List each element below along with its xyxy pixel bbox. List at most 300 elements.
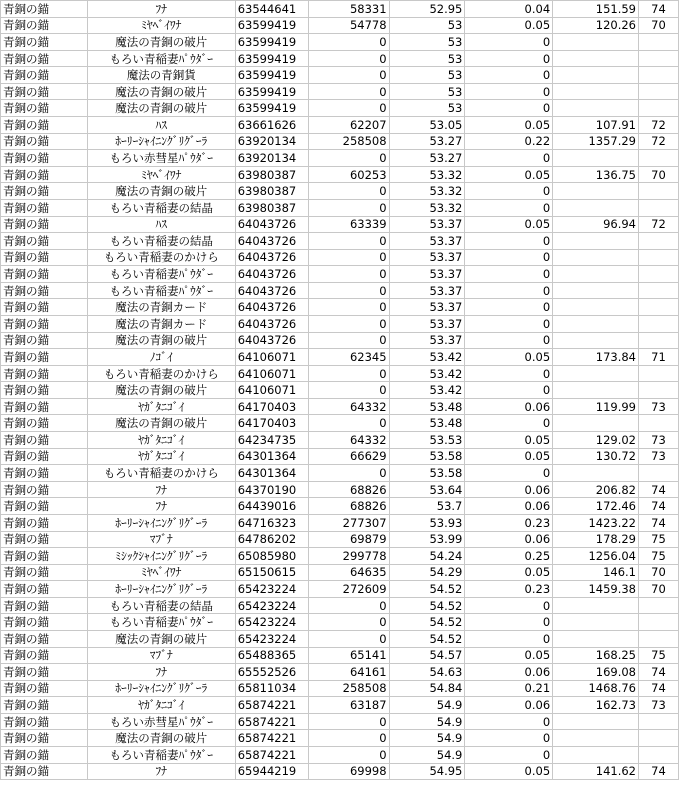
bait-cell[interactable]: 青銅の錨 [1, 34, 88, 51]
total-exp-cell[interactable]: 65874221 [235, 747, 308, 764]
size-cell[interactable]: 74 [639, 514, 679, 531]
percent-cell[interactable]: 0 [465, 249, 553, 266]
bait-cell[interactable]: 青銅の錨 [1, 233, 88, 250]
size-cell[interactable] [639, 713, 679, 730]
catch-item-cell[interactable]: もろい青稲妻ﾊﾟｳﾀﾞｰ [87, 747, 235, 764]
bait-cell[interactable]: 青銅の錨 [1, 382, 88, 399]
gain-cell[interactable]: 68826 [308, 498, 389, 515]
total-exp-cell[interactable]: 65150615 [235, 564, 308, 581]
catch-item-cell[interactable]: もろい青稲妻ﾊﾟｳﾀﾞｰ [87, 50, 235, 67]
level-cell[interactable]: 54.84 [389, 680, 465, 697]
total-exp-cell[interactable]: 63544641 [235, 1, 308, 18]
size-cell[interactable]: 73 [639, 432, 679, 449]
total-exp-cell[interactable]: 64301364 [235, 448, 308, 465]
per-hour-cell[interactable]: 130.72 [553, 448, 639, 465]
level-cell[interactable]: 54.29 [389, 564, 465, 581]
bait-cell[interactable]: 青銅の錨 [1, 183, 88, 200]
bait-cell[interactable]: 青銅の錨 [1, 1, 88, 18]
percent-cell[interactable]: 0 [465, 365, 553, 382]
bait-cell[interactable]: 青銅の錨 [1, 117, 88, 134]
per-hour-cell[interactable]: 169.08 [553, 664, 639, 681]
size-cell[interactable]: 73 [639, 448, 679, 465]
catch-item-cell[interactable]: 魔法の青銅カード [87, 299, 235, 316]
size-cell[interactable] [639, 183, 679, 200]
per-hour-cell[interactable]: 172.46 [553, 498, 639, 515]
size-cell[interactable]: 73 [639, 697, 679, 714]
level-cell[interactable]: 53.32 [389, 199, 465, 216]
per-hour-cell[interactable] [553, 315, 639, 332]
percent-cell[interactable]: 0.25 [465, 548, 553, 565]
catch-item-cell[interactable]: ﾔｶﾞﾀﾆｺﾞｲ [87, 448, 235, 465]
catch-item-cell[interactable]: 魔法の青銅の破片 [87, 382, 235, 399]
size-cell[interactable] [639, 83, 679, 100]
total-exp-cell[interactable]: 65085980 [235, 548, 308, 565]
size-cell[interactable] [639, 614, 679, 631]
catch-item-cell[interactable]: ﾐﾔﾍﾞｲﾜﾅ [87, 564, 235, 581]
level-cell[interactable]: 54.95 [389, 763, 465, 780]
per-hour-cell[interactable] [553, 382, 639, 399]
level-cell[interactable]: 53.37 [389, 233, 465, 250]
gain-cell[interactable]: 0 [308, 183, 389, 200]
percent-cell[interactable]: 0.23 [465, 581, 553, 598]
gain-cell[interactable]: 0 [308, 67, 389, 84]
level-cell[interactable]: 54.9 [389, 747, 465, 764]
catch-item-cell[interactable]: ﾔｶﾞﾀﾆｺﾞｲ [87, 398, 235, 415]
size-cell[interactable] [639, 365, 679, 382]
total-exp-cell[interactable]: 63980387 [235, 199, 308, 216]
bait-cell[interactable]: 青銅の錨 [1, 415, 88, 432]
catch-item-cell[interactable]: ﾏﾌﾞﾅ [87, 531, 235, 548]
catch-item-cell[interactable]: 魔法の青銅の破片 [87, 630, 235, 647]
percent-cell[interactable]: 0 [465, 415, 553, 432]
catch-item-cell[interactable]: ﾌﾅ [87, 664, 235, 681]
catch-item-cell[interactable]: 魔法の青銅の破片 [87, 34, 235, 51]
bait-cell[interactable]: 青銅の錨 [1, 747, 88, 764]
total-exp-cell[interactable]: 65874221 [235, 697, 308, 714]
size-cell[interactable] [639, 415, 679, 432]
per-hour-cell[interactable]: 1256.04 [553, 548, 639, 565]
per-hour-cell[interactable]: 136.75 [553, 166, 639, 183]
level-cell[interactable]: 53.32 [389, 166, 465, 183]
catch-item-cell[interactable]: ﾐﾔﾍﾞｲﾜﾅ [87, 17, 235, 34]
bait-cell[interactable]: 青銅の錨 [1, 664, 88, 681]
total-exp-cell[interactable]: 63599419 [235, 67, 308, 84]
level-cell[interactable]: 53.37 [389, 249, 465, 266]
bait-cell[interactable]: 青銅の錨 [1, 166, 88, 183]
per-hour-cell[interactable] [553, 597, 639, 614]
per-hour-cell[interactable] [553, 365, 639, 382]
catch-item-cell[interactable]: ﾏﾌﾞﾅ [87, 647, 235, 664]
total-exp-cell[interactable]: 64043726 [235, 282, 308, 299]
per-hour-cell[interactable]: 173.84 [553, 349, 639, 366]
bait-cell[interactable]: 青銅の錨 [1, 349, 88, 366]
per-hour-cell[interactable] [553, 83, 639, 100]
percent-cell[interactable]: 0.23 [465, 514, 553, 531]
percent-cell[interactable]: 0 [465, 315, 553, 332]
level-cell[interactable]: 54.52 [389, 581, 465, 598]
percent-cell[interactable]: 0.05 [465, 448, 553, 465]
gain-cell[interactable]: 64161 [308, 664, 389, 681]
level-cell[interactable]: 53.37 [389, 282, 465, 299]
percent-cell[interactable]: 0 [465, 199, 553, 216]
size-cell[interactable]: 70 [639, 581, 679, 598]
total-exp-cell[interactable]: 64043726 [235, 315, 308, 332]
bait-cell[interactable]: 青銅の錨 [1, 216, 88, 233]
total-exp-cell[interactable]: 63599419 [235, 50, 308, 67]
level-cell[interactable]: 54.52 [389, 597, 465, 614]
per-hour-cell[interactable]: 206.82 [553, 481, 639, 498]
percent-cell[interactable]: 0.06 [465, 481, 553, 498]
catch-item-cell[interactable]: もろい青稲妻のかけら [87, 465, 235, 482]
total-exp-cell[interactable]: 63599419 [235, 83, 308, 100]
per-hour-cell[interactable] [553, 150, 639, 167]
bait-cell[interactable]: 青銅の錨 [1, 100, 88, 117]
size-cell[interactable] [639, 150, 679, 167]
per-hour-cell[interactable] [553, 266, 639, 283]
total-exp-cell[interactable]: 65423224 [235, 597, 308, 614]
gain-cell[interactable]: 0 [308, 83, 389, 100]
percent-cell[interactable]: 0.06 [465, 664, 553, 681]
gain-cell[interactable]: 68826 [308, 481, 389, 498]
per-hour-cell[interactable]: 1459.38 [553, 581, 639, 598]
bait-cell[interactable]: 青銅の錨 [1, 266, 88, 283]
percent-cell[interactable]: 0.05 [465, 432, 553, 449]
level-cell[interactable]: 53.42 [389, 365, 465, 382]
size-cell[interactable]: 74 [639, 664, 679, 681]
per-hour-cell[interactable]: 119.99 [553, 398, 639, 415]
per-hour-cell[interactable]: 96.94 [553, 216, 639, 233]
catch-item-cell[interactable]: 魔法の青銅の破片 [87, 83, 235, 100]
total-exp-cell[interactable]: 64170403 [235, 415, 308, 432]
catch-item-cell[interactable]: もろい青稲妻のかけら [87, 249, 235, 266]
catch-item-cell[interactable]: もろい青稲妻ﾊﾟｳﾀﾞｰ [87, 282, 235, 299]
level-cell[interactable]: 54.9 [389, 713, 465, 730]
size-cell[interactable] [639, 266, 679, 283]
per-hour-cell[interactable] [553, 34, 639, 51]
total-exp-cell[interactable]: 64234735 [235, 432, 308, 449]
percent-cell[interactable]: 0.06 [465, 498, 553, 515]
total-exp-cell[interactable]: 64370190 [235, 481, 308, 498]
percent-cell[interactable]: 0 [465, 100, 553, 117]
bait-cell[interactable]: 青銅の錨 [1, 398, 88, 415]
gain-cell[interactable]: 63339 [308, 216, 389, 233]
catch-item-cell[interactable]: ﾌﾅ [87, 481, 235, 498]
size-cell[interactable]: 73 [639, 398, 679, 415]
bait-cell[interactable]: 青銅の錨 [1, 299, 88, 316]
level-cell[interactable]: 53.37 [389, 332, 465, 349]
catch-item-cell[interactable]: もろい赤彗星ﾊﾟｳﾀﾞｰ [87, 150, 235, 167]
gain-cell[interactable]: 0 [308, 299, 389, 316]
catch-item-cell[interactable]: 魔法の青銅の破片 [87, 332, 235, 349]
level-cell[interactable]: 54.9 [389, 697, 465, 714]
gain-cell[interactable]: 69998 [308, 763, 389, 780]
per-hour-cell[interactable] [553, 465, 639, 482]
bait-cell[interactable]: 青銅の錨 [1, 614, 88, 631]
catch-item-cell[interactable]: 魔法の青銅の破片 [87, 183, 235, 200]
catch-item-cell[interactable]: ﾎｰﾘｰｼｬｲﾆﾝｸﾞﾘｸﾞｰﾗ [87, 581, 235, 598]
catch-item-cell[interactable]: ﾔｶﾞﾀﾆｺﾞｲ [87, 697, 235, 714]
level-cell[interactable]: 53.64 [389, 481, 465, 498]
gain-cell[interactable]: 0 [308, 315, 389, 332]
gain-cell[interactable]: 65141 [308, 647, 389, 664]
gain-cell[interactable]: 272609 [308, 581, 389, 598]
catch-item-cell[interactable]: 魔法の青銅の破片 [87, 415, 235, 432]
bait-cell[interactable]: 青銅の錨 [1, 498, 88, 515]
catch-item-cell[interactable]: 魔法の青銅の破片 [87, 730, 235, 747]
per-hour-cell[interactable]: 168.25 [553, 647, 639, 664]
total-exp-cell[interactable]: 64043726 [235, 332, 308, 349]
total-exp-cell[interactable]: 64106071 [235, 365, 308, 382]
percent-cell[interactable]: 0 [465, 50, 553, 67]
size-cell[interactable]: 70 [639, 564, 679, 581]
gain-cell[interactable]: 0 [308, 365, 389, 382]
catch-item-cell[interactable]: ﾌﾅ [87, 498, 235, 515]
catch-item-cell[interactable]: ﾎｰﾘｰｼｬｲﾆﾝｸﾞﾘｸﾞｰﾗ [87, 514, 235, 531]
size-cell[interactable]: 72 [639, 133, 679, 150]
catch-item-cell[interactable]: もろい赤彗星ﾊﾟｳﾀﾞｰ [87, 713, 235, 730]
size-cell[interactable] [639, 597, 679, 614]
size-cell[interactable] [639, 630, 679, 647]
size-cell[interactable]: 74 [639, 481, 679, 498]
catch-item-cell[interactable]: ﾊｽ [87, 117, 235, 134]
percent-cell[interactable]: 0.04 [465, 1, 553, 18]
percent-cell[interactable]: 0.21 [465, 680, 553, 697]
per-hour-cell[interactable]: 141.62 [553, 763, 639, 780]
bait-cell[interactable]: 青銅の錨 [1, 83, 88, 100]
size-cell[interactable]: 72 [639, 117, 679, 134]
size-cell[interactable]: 71 [639, 349, 679, 366]
catch-item-cell[interactable]: ﾊｽ [87, 216, 235, 233]
percent-cell[interactable]: 0 [465, 150, 553, 167]
gain-cell[interactable]: 0 [308, 266, 389, 283]
per-hour-cell[interactable] [553, 415, 639, 432]
per-hour-cell[interactable] [553, 747, 639, 764]
per-hour-cell[interactable] [553, 730, 639, 747]
catch-item-cell[interactable]: もろい青稲妻の結晶 [87, 233, 235, 250]
gain-cell[interactable]: 0 [308, 382, 389, 399]
percent-cell[interactable]: 0.05 [465, 647, 553, 664]
bait-cell[interactable]: 青銅の錨 [1, 365, 88, 382]
total-exp-cell[interactable]: 64043726 [235, 266, 308, 283]
size-cell[interactable] [639, 747, 679, 764]
size-cell[interactable]: 72 [639, 216, 679, 233]
size-cell[interactable] [639, 382, 679, 399]
percent-cell[interactable]: 0.05 [465, 564, 553, 581]
level-cell[interactable]: 54.24 [389, 548, 465, 565]
per-hour-cell[interactable] [553, 332, 639, 349]
size-cell[interactable] [639, 730, 679, 747]
per-hour-cell[interactable]: 146.1 [553, 564, 639, 581]
catch-item-cell[interactable]: ﾔｶﾞﾀﾆｺﾞｲ [87, 432, 235, 449]
level-cell[interactable]: 53.58 [389, 465, 465, 482]
per-hour-cell[interactable] [553, 67, 639, 84]
bait-cell[interactable]: 青銅の錨 [1, 332, 88, 349]
total-exp-cell[interactable]: 63599419 [235, 100, 308, 117]
gain-cell[interactable]: 0 [308, 614, 389, 631]
catch-item-cell[interactable]: 魔法の青銅の破片 [87, 100, 235, 117]
gain-cell[interactable]: 0 [308, 199, 389, 216]
per-hour-cell[interactable]: 1357.29 [553, 133, 639, 150]
catch-item-cell[interactable]: 魔法の青銅貨 [87, 67, 235, 84]
percent-cell[interactable]: 0 [465, 630, 553, 647]
total-exp-cell[interactable]: 64301364 [235, 465, 308, 482]
gain-cell[interactable]: 0 [308, 282, 389, 299]
gain-cell[interactable]: 277307 [308, 514, 389, 531]
per-hour-cell[interactable] [553, 299, 639, 316]
bait-cell[interactable]: 青銅の錨 [1, 763, 88, 780]
bait-cell[interactable]: 青銅の錨 [1, 249, 88, 266]
catch-item-cell[interactable]: もろい青稲妻の結晶 [87, 597, 235, 614]
percent-cell[interactable]: 0.05 [465, 349, 553, 366]
catch-item-cell[interactable]: もろい青稲妻のかけら [87, 365, 235, 382]
per-hour-cell[interactable] [553, 233, 639, 250]
size-cell[interactable]: 75 [639, 548, 679, 565]
bait-cell[interactable]: 青銅の錨 [1, 548, 88, 565]
bait-cell[interactable]: 青銅の錨 [1, 282, 88, 299]
level-cell[interactable]: 53 [389, 67, 465, 84]
percent-cell[interactable]: 0 [465, 597, 553, 614]
gain-cell[interactable]: 299778 [308, 548, 389, 565]
size-cell[interactable]: 74 [639, 1, 679, 18]
gain-cell[interactable]: 62207 [308, 117, 389, 134]
bait-cell[interactable]: 青銅の錨 [1, 597, 88, 614]
level-cell[interactable]: 53.99 [389, 531, 465, 548]
per-hour-cell[interactable] [553, 249, 639, 266]
percent-cell[interactable]: 0 [465, 747, 553, 764]
size-cell[interactable] [639, 249, 679, 266]
gain-cell[interactable]: 64635 [308, 564, 389, 581]
bait-cell[interactable]: 青銅の錨 [1, 481, 88, 498]
catch-item-cell[interactable]: 魔法の青銅カード [87, 315, 235, 332]
total-exp-cell[interactable]: 64043726 [235, 233, 308, 250]
percent-cell[interactable]: 0 [465, 233, 553, 250]
gain-cell[interactable]: 0 [308, 597, 389, 614]
gain-cell[interactable]: 64332 [308, 432, 389, 449]
percent-cell[interactable]: 0 [465, 299, 553, 316]
gain-cell[interactable]: 0 [308, 465, 389, 482]
per-hour-cell[interactable]: 107.91 [553, 117, 639, 134]
catch-item-cell[interactable]: ﾐｼｯｸｼｬｲﾆﾝｸﾞﾘｸﾞｰﾗ [87, 548, 235, 565]
percent-cell[interactable]: 0 [465, 67, 553, 84]
gain-cell[interactable]: 0 [308, 249, 389, 266]
level-cell[interactable]: 53 [389, 100, 465, 117]
gain-cell[interactable]: 258508 [308, 680, 389, 697]
total-exp-cell[interactable]: 65423224 [235, 614, 308, 631]
gain-cell[interactable]: 0 [308, 233, 389, 250]
gain-cell[interactable]: 62345 [308, 349, 389, 366]
per-hour-cell[interactable]: 1468.76 [553, 680, 639, 697]
per-hour-cell[interactable]: 178.29 [553, 531, 639, 548]
total-exp-cell[interactable]: 63980387 [235, 183, 308, 200]
total-exp-cell[interactable]: 63599419 [235, 17, 308, 34]
bait-cell[interactable]: 青銅の錨 [1, 581, 88, 598]
percent-cell[interactable]: 0 [465, 332, 553, 349]
total-exp-cell[interactable]: 65874221 [235, 713, 308, 730]
percent-cell[interactable]: 0.05 [465, 216, 553, 233]
level-cell[interactable]: 53.48 [389, 415, 465, 432]
catch-item-cell[interactable]: ﾌﾅ [87, 763, 235, 780]
size-cell[interactable] [639, 465, 679, 482]
percent-cell[interactable]: 0 [465, 465, 553, 482]
total-exp-cell[interactable]: 65811034 [235, 680, 308, 697]
per-hour-cell[interactable]: 129.02 [553, 432, 639, 449]
level-cell[interactable]: 53.48 [389, 398, 465, 415]
percent-cell[interactable]: 0 [465, 183, 553, 200]
total-exp-cell[interactable]: 63920134 [235, 150, 308, 167]
level-cell[interactable]: 53.37 [389, 216, 465, 233]
catch-item-cell[interactable]: ﾌﾅ [87, 1, 235, 18]
bait-cell[interactable]: 青銅の錨 [1, 448, 88, 465]
percent-cell[interactable]: 0 [465, 730, 553, 747]
gain-cell[interactable]: 0 [308, 630, 389, 647]
catch-item-cell[interactable]: ﾉｺﾞｲ [87, 349, 235, 366]
gain-cell[interactable]: 0 [308, 713, 389, 730]
level-cell[interactable]: 53 [389, 83, 465, 100]
level-cell[interactable]: 53 [389, 34, 465, 51]
size-cell[interactable]: 70 [639, 17, 679, 34]
total-exp-cell[interactable]: 63980387 [235, 166, 308, 183]
gain-cell[interactable]: 63187 [308, 697, 389, 714]
percent-cell[interactable]: 0.06 [465, 398, 553, 415]
bait-cell[interactable]: 青銅の錨 [1, 199, 88, 216]
level-cell[interactable]: 53.27 [389, 150, 465, 167]
gain-cell[interactable]: 66629 [308, 448, 389, 465]
level-cell[interactable]: 54.52 [389, 614, 465, 631]
level-cell[interactable]: 53.27 [389, 133, 465, 150]
gain-cell[interactable]: 0 [308, 747, 389, 764]
per-hour-cell[interactable]: 162.73 [553, 697, 639, 714]
size-cell[interactable] [639, 50, 679, 67]
size-cell[interactable]: 75 [639, 531, 679, 548]
percent-cell[interactable]: 0.05 [465, 166, 553, 183]
level-cell[interactable]: 53.05 [389, 117, 465, 134]
bait-cell[interactable]: 青銅の錨 [1, 630, 88, 647]
gain-cell[interactable]: 0 [308, 34, 389, 51]
bait-cell[interactable]: 青銅の錨 [1, 465, 88, 482]
percent-cell[interactable]: 0 [465, 382, 553, 399]
percent-cell[interactable]: 0.05 [465, 117, 553, 134]
total-exp-cell[interactable]: 64043726 [235, 249, 308, 266]
catch-item-cell[interactable]: ﾎｰﾘｰｼｬｲﾆﾝｸﾞﾘｸﾞｰﾗ [87, 680, 235, 697]
percent-cell[interactable]: 0.05 [465, 763, 553, 780]
total-exp-cell[interactable]: 63599419 [235, 34, 308, 51]
bait-cell[interactable]: 青銅の錨 [1, 432, 88, 449]
per-hour-cell[interactable] [553, 630, 639, 647]
gain-cell[interactable]: 0 [308, 730, 389, 747]
total-exp-cell[interactable]: 65423224 [235, 581, 308, 598]
gain-cell[interactable]: 0 [308, 100, 389, 117]
bait-cell[interactable]: 青銅の錨 [1, 514, 88, 531]
level-cell[interactable]: 52.95 [389, 1, 465, 18]
total-exp-cell[interactable]: 64716323 [235, 514, 308, 531]
total-exp-cell[interactable]: 64043726 [235, 299, 308, 316]
percent-cell[interactable]: 0.05 [465, 17, 553, 34]
catch-item-cell[interactable]: ﾎｰﾘｰｼｬｲﾆﾝｸﾞﾘｸﾞｰﾗ [87, 133, 235, 150]
percent-cell[interactable]: 0 [465, 614, 553, 631]
per-hour-cell[interactable] [553, 282, 639, 299]
total-exp-cell[interactable]: 65944219 [235, 763, 308, 780]
size-cell[interactable] [639, 34, 679, 51]
level-cell[interactable]: 54.52 [389, 630, 465, 647]
level-cell[interactable]: 53.58 [389, 448, 465, 465]
total-exp-cell[interactable]: 63661626 [235, 117, 308, 134]
gain-cell[interactable]: 60253 [308, 166, 389, 183]
per-hour-cell[interactable] [553, 100, 639, 117]
total-exp-cell[interactable]: 64106071 [235, 349, 308, 366]
percent-cell[interactable]: 0 [465, 713, 553, 730]
percent-cell[interactable]: 0.06 [465, 531, 553, 548]
size-cell[interactable] [639, 282, 679, 299]
